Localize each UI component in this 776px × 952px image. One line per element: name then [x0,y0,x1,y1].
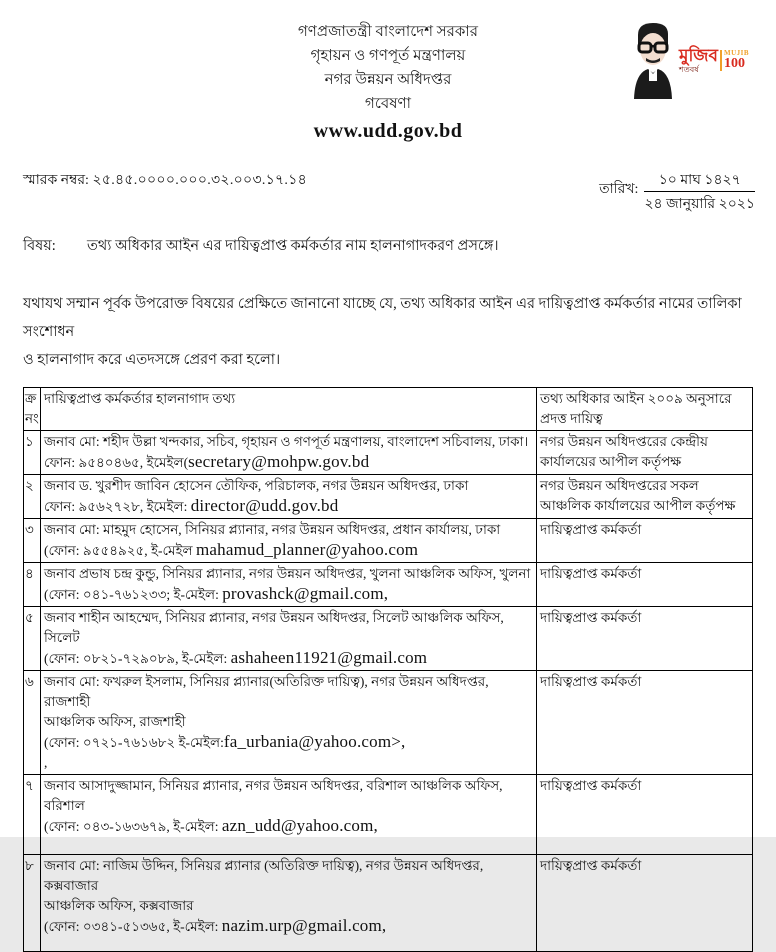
officers-table [23,387,753,952]
table-row [24,607,753,671]
serial-cell: ১ [24,431,41,475]
info-text: (ফোন: ০৭২১-৭৬১৬৮২ ই-মেইল: [44,735,224,750]
header-serial-line2: নং [25,411,39,426]
info-text: (ফোন: ৯৫৫৪৯২৫, ই-মেইল [44,543,196,558]
email-text: mahamud_planner@yahoo.com [195,540,419,559]
memo-number-line [23,171,307,191]
header-directorate: নগর উন্নয়ন অধিদপ্তর [324,72,452,88]
date-bangla: ১০ মাঘ ১৪২৭ [644,171,755,192]
body-paragraph [0,290,776,374]
officer-table-body [24,431,753,952]
header-serial [24,388,41,431]
email-text: director@udd.gov.bd [190,496,339,515]
info-text: জনাব মো: ফখরুল ইসলাম, সিনিয়র প্ল্যানার(অতিরিক্ত দায়িত্ব), নগর উন্নয়ন অধিদপ্তর, রাজশাহী [44,674,489,709]
body-line-1: যথাযথ সম্মান পূর্বক উপরোক্ত বিষয়ের প্রেক্ষিতে জানানো যাচ্ছে যে, তথ্য অধিকার আইন এর দায়িত্বপ্রাপ্ত কর্মকর্তার নামের তালিকা সংশোধন [23,296,742,340]
header-duty [537,388,753,431]
table-row [24,563,753,607]
officer-info-cell [41,855,537,952]
email-text: nazim.urp@gmail.com, [221,916,387,935]
info-text: (ফোন: ০৪১-৭৬১২৩৩; ই-মেইল: [44,587,223,602]
info-text: (ফোন: ০৩৪১-৫১৩৬৫, ই-মেইল: [44,919,222,934]
info-text: জনাব প্রভাষ চন্দ্র কুন্ডু, সিনিয়র প্ল্যানার, নগর উন্নয়ন অধিদপ্তর, খুলনা আঞ্চলিক অফিস, খুলনা [44,566,531,581]
duty-cell: দায়িত্বপ্রাপ্ত কর্মকর্তা [537,775,753,855]
email-text: azn_udd@yahoo.com, [221,816,378,835]
email-text: ashaheen11921@gmail.com [230,648,428,667]
officer-info-cell [41,519,537,563]
subject-line [0,236,776,257]
duty-cell: দায়িত্বপ্রাপ্ত কর্মকর্তা [537,671,753,775]
info-text: আঞ্চলিক অফিস, কক্সবাজার [44,898,194,913]
info-text: জনাব ড. খুরশীদ জাবিন হোসেন তৌফিক, পরিচালক, নগর উন্নয়ন অধিদপ্তর, ঢাকা [44,478,469,493]
table-row [24,671,753,775]
officer-info-cell [41,431,537,475]
logo-shatoborsho: শতবর্ষ [679,64,699,74]
serial-cell: ৫ [24,607,41,671]
header-duty-line1: তথ্য অধিকার আইন ২০০৯ অনুসারে [540,391,732,406]
officer-info-cell [41,475,537,519]
logo-mujib-english: MUJIB [723,48,750,57]
info-text: জনাব শাহীন আহম্মেদ, সিনিয়র প্ল্যানার, নগর উন্নয়ন অধিদপ্তর, সিলেট আঞ্চলিক অফিস, সিলেট [44,610,504,645]
info-text: জনাব মো: মাহমুদ হোসেন, সিনিয়র প্ল্যানার, নগর উন্নয়ন অধিদপ্তর, প্রধান কার্যালয়, ঢাকা [44,522,501,537]
header-section: গবেষণা [365,96,411,112]
header-ministry: গৃহায়ন ও গণপূর্ত মন্ত্রণালয় [310,48,466,64]
logo-mujib-bangla: মুজিব [679,45,718,65]
duty-cell: নগর উন্নয়ন অধিদপ্তরের সকল আঞ্চলিক কার্যালয়ের আপীল কর্তৃপক্ষ [537,475,753,519]
subject-label: বিষয়: [23,238,56,254]
memo-number: ২৫.৪৫.০০০০.০০০.৩২.০০৩.১৭.১৪ [92,173,307,188]
officer-info-cell [41,607,537,671]
duty-cell: দায়িত্বপ্রাপ্ত কর্মকর্তা [537,519,753,563]
serial-cell: ৪ [24,563,41,607]
email-text: secretary@mohpw.gov.bd [188,452,370,471]
body-line-2: ও হালনাগাদ করে এতদসঙ্গে প্রেরণ করা হলো। [23,352,281,368]
date-label: তারিখ: [599,182,639,197]
serial-cell: ২ [24,475,41,519]
duty-cell: নগর উন্নয়ন অধিদপ্তরের কেন্দ্রীয় কার্যালয়ের আপীল কর্তৃপক্ষ [537,431,753,475]
header-officer-info: দায়িত্বপ্রাপ্ত কর্মকর্তার হালনাগাদ তথ্য [41,388,537,431]
memo-label: স্মারক নম্বর: [23,173,89,188]
info-text: জনাব আসাদুজ্জামান, সিনিয়র প্ল্যানার, নগর উন্নয়ন অধিদপ্তর, বরিশাল আঞ্চলিক অফিস, বরিশাল [44,778,503,813]
table-row [24,519,753,563]
date-gregorian: ২৪ জানুয়ারি ২০২১ [644,197,755,212]
serial-cell: ৩ [24,519,41,563]
table-row [24,431,753,475]
mujib-100-logo [630,14,748,106]
duty-cell: দায়িত্বপ্রাপ্ত কর্মকর্তা [537,607,753,671]
table-header-row [24,388,753,431]
serial-cell: ৮ [24,855,41,952]
info-text: ফোন: ৯৫৬২৭২৮, ইমেইল: [44,499,191,514]
duty-cell: দায়িত্বপ্রাপ্ত কর্মকর্তা [537,563,753,607]
mujib-portrait-icon [630,21,676,99]
info-text: জনাব মো: নাজিম উদ্দিন, সিনিয়র প্ল্যানার (অতিরিক্ত দায়িত্ব), নগর উন্নয়ন অধিদপ্তর, কক্সবাজার [44,858,484,893]
meta-row [0,171,776,214]
info-text: , [44,755,48,770]
duty-cell: দায়িত্বপ্রাপ্ত কর্মকর্তা [537,855,753,952]
subject-text: তথ্য অধিকার আইন এর দায়িত্বপ্রাপ্ত কর্মকর্তার নাম হালনাগাদকরণ প্রসঙ্গে। [87,238,499,254]
info-text: ফোন: ৯৫৪০৪৬৫, ইমেইল( [44,455,189,470]
info-text: আঞ্চলিক অফিস, রাজশাহী [44,714,186,729]
serial-cell: ৭ [24,775,41,855]
info-text: জনাব মো: শহীদ উল্লা খন্দকার, সচিব, গৃহায়ন ও গণপূর্ত মন্ত্রণালয়, বাংলাদেশ সচিবালয়, ঢাকা। [44,434,529,449]
table-row [24,855,753,952]
email-text: provashck@gmail.com, [222,584,389,603]
website-text: www.udd.gov.bd [313,120,463,142]
header-serial-line1: ক্র [25,391,37,406]
date-block [599,171,755,214]
header-government: গণপ্রজাতন্ত্রী বাংলাদেশ সরকার [297,24,479,40]
table-row [24,475,753,519]
serial-cell: ৬ [24,671,41,775]
logo-100: 100 [723,55,745,71]
officer-info-cell [41,671,537,775]
officer-info-cell [41,563,537,607]
info-text: (ফোন: ০৪৩-১৬৩৬৭৯, ই-মেইল: [44,819,222,834]
info-text: (ফোন: ০৮২১-৭২৯০৮৯, ই-মেইল: [44,651,231,666]
email-text: fa_urbania@yahoo.com>, [223,732,406,751]
header-duty-line2: প্রদত্ত দায়িত্ব [540,411,603,426]
officer-info-cell [41,775,537,855]
table-row [24,775,753,855]
